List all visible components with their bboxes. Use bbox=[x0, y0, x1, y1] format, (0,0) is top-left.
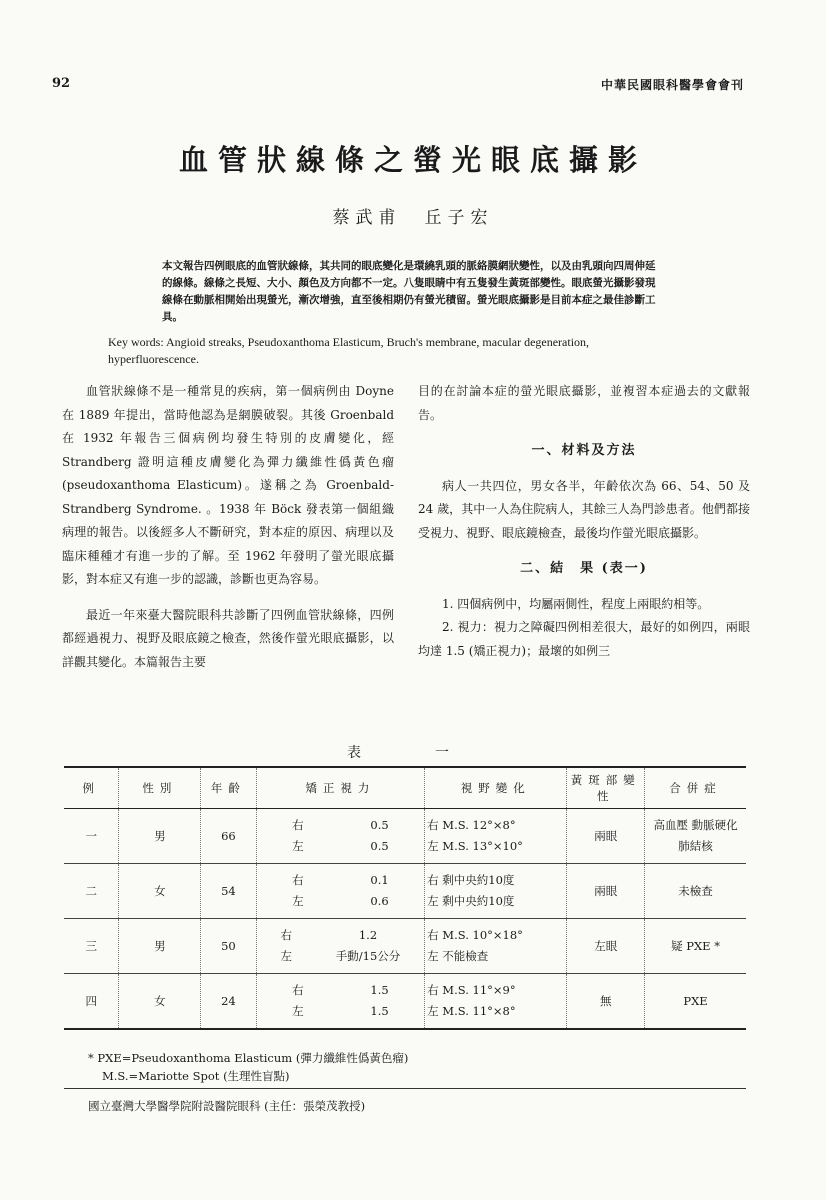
eye-label: 左 bbox=[292, 894, 304, 908]
clinical-table bbox=[64, 766, 746, 1030]
vision-value: 0.1 bbox=[370, 873, 389, 887]
field-cell bbox=[425, 864, 567, 919]
table-caption: 表 一 bbox=[347, 745, 479, 761]
sex-cell: 女 bbox=[119, 864, 201, 919]
right-paragraph-1: 目的在討論本症的螢光眼底攝影，並複習本症過去的文獻報告。 bbox=[418, 384, 750, 422]
section-heading-methods: 一、材料及方法 bbox=[531, 443, 637, 458]
field-cell bbox=[425, 974, 567, 1030]
complication-cell: PXE bbox=[645, 974, 746, 1030]
col-header-case: 例 bbox=[64, 767, 119, 809]
sex-cell: 男 bbox=[119, 809, 201, 864]
footnote-divider bbox=[64, 1088, 746, 1089]
macula-cell: 無 bbox=[567, 974, 645, 1030]
field-value: 左 M.S. 13°×10° bbox=[427, 839, 523, 853]
right-column bbox=[418, 380, 750, 663]
age-cell: 50 bbox=[201, 919, 256, 974]
case-cell: 四 bbox=[64, 974, 119, 1030]
table-row bbox=[64, 919, 746, 974]
col-header-field: 視野變化 bbox=[425, 767, 567, 809]
field-value: 右 M.S. 11°×9° bbox=[427, 983, 516, 997]
macula-cell: 兩眼 bbox=[567, 864, 645, 919]
field-cell bbox=[425, 919, 567, 974]
eye-label: 左 bbox=[292, 839, 304, 853]
article-title: 血管狀線條之螢光眼底攝影 bbox=[178, 143, 647, 177]
left-paragraph-1: 血管狀線條不是一種常見的疾病，第一個病例由 Doyne 在 1889 年提出，當時他認為是網膜破裂。其後 Groenbald 在 1932 年報告三個病例均發生特別的皮膚變化，經 Strandberg 證明這種皮膚變化為彈力纖維性僞黃色瘤 (pseudoxanthoma Elasticum)。遂稱之為 Groenbald-Strandberg Syndrome. 。1938 年 Böck 發表第一個組織病理的報告。以後經多人不斷研究，對本症的原因、病理以及臨床種種才有進一步的了解。至 1962 年發明了螢光眼底攝影，對本症又有進一步的認識，診斷也更為容易。 bbox=[62, 384, 394, 586]
age-cell: 66 bbox=[201, 809, 256, 864]
keywords: Key words: Angioid streaks, Pseudoxanthoma Elasticum, Bruch's membrane, macular degeneration, hyperfluorescence. bbox=[108, 335, 590, 366]
table-row bbox=[64, 864, 746, 919]
right-paragraph-2: 病人一共四位，男女各半，年齡依次為 66、54、50 及 24 歲，其中一人為住院病人，其餘三人為門診患者。他們都接受視力、視野、眼底鏡檢查，最後均作螢光眼底攝影。 bbox=[418, 478, 750, 540]
macula-cell: 左眼 bbox=[567, 919, 645, 974]
vision-value: 0.5 bbox=[370, 839, 389, 853]
vision-cell bbox=[256, 809, 424, 864]
eye-label: 右 bbox=[292, 983, 304, 997]
sex-cell: 男 bbox=[119, 919, 201, 974]
vision-value: 1.2 bbox=[358, 928, 378, 942]
complication-cell: 疑 PXE * bbox=[645, 919, 746, 974]
page-number: 92 bbox=[52, 76, 71, 91]
vision-cell bbox=[256, 974, 424, 1030]
col-header-macula: 黃斑部變性 bbox=[567, 767, 645, 809]
left-paragraph-2: 最近一年來臺大醫院眼科共診斷了四例血管狀線條，四例都經過視力、視野及眼底鏡之檢查，然後作螢光眼底攝影，以詳觀其變化。本篇報告主要 bbox=[62, 607, 394, 669]
complication-cell: 未檢查 bbox=[645, 864, 746, 919]
field-value: 左 M.S. 11°×8° bbox=[427, 1004, 516, 1018]
table-header-row bbox=[64, 767, 746, 809]
section-heading-results: 二、結 果 (表一) bbox=[520, 561, 648, 576]
case-cell: 二 bbox=[64, 864, 119, 919]
authors: 蔡武甫 丘子宏 bbox=[332, 208, 494, 228]
age-cell: 24 bbox=[201, 974, 256, 1030]
field-value: 右 M.S. 12°×8° bbox=[427, 818, 516, 832]
vision-value: 1.5 bbox=[370, 1004, 389, 1018]
affiliation-footnote: 國立臺灣大學醫學院附設醫院眼科 (主任：張榮茂教授) bbox=[88, 1099, 366, 1113]
table-note-ms: M.S.=Mariotte Spot (生理性盲點) bbox=[102, 1069, 290, 1083]
field-value: 左 剩中央約10度 bbox=[427, 894, 515, 908]
abstract: 本文報告四例眼底的血管狀線條，其共同的眼底變化是環繞乳頭的脈絡膜網狀變性，以及由乳頭向四周伸延的線條。線條之長短、大小、顏色及方向都不一定。八隻眼睛中有五隻發生黃斑部變性。眼底螢光攝影發現線條在動脈相開始出現螢光，漸次增強，直至後相期仍有螢光積留。螢光眼底攝影是目前本症之最佳診斷工具。 bbox=[162, 260, 656, 323]
field-value: 左 不能檢查 bbox=[427, 949, 489, 963]
eye-label: 右 bbox=[292, 873, 304, 887]
eye-label: 右 bbox=[280, 928, 293, 942]
col-header-complication: 合併症 bbox=[645, 767, 746, 809]
right-paragraph-3: 1. 四個病例中，均屬兩側性，程度上兩眼約相等。 bbox=[442, 596, 710, 611]
field-value: 右 剩中央約10度 bbox=[427, 873, 515, 887]
macula-cell: 兩眼 bbox=[567, 809, 645, 864]
table-row bbox=[64, 809, 746, 864]
case-cell: 一 bbox=[64, 809, 119, 864]
table-note-pxe: * PXE=Pseudoxanthoma Elasticum (彈力纖維性僞黃色瘤) bbox=[88, 1051, 409, 1065]
journal-name: 中華民國眼科醫學會會刊 bbox=[600, 78, 744, 92]
vision-cell bbox=[256, 864, 424, 919]
vision-value: 1.5 bbox=[370, 983, 389, 997]
vision-value: 0.5 bbox=[370, 818, 389, 832]
sex-cell: 女 bbox=[119, 974, 201, 1030]
eye-label: 左 bbox=[292, 1004, 304, 1018]
complication-cell: 高血壓 動脈硬化 肺結核 bbox=[645, 809, 746, 864]
col-header-age: 年齡 bbox=[201, 767, 256, 809]
table-row bbox=[64, 974, 746, 1030]
field-cell bbox=[425, 809, 567, 864]
col-header-sex: 性別 bbox=[119, 767, 201, 809]
eye-label: 右 bbox=[292, 818, 304, 832]
col-header-vision: 矯正視力 bbox=[256, 767, 424, 809]
left-column bbox=[62, 380, 394, 674]
field-value: 右 M.S. 10°×18° bbox=[427, 928, 523, 942]
age-cell: 54 bbox=[201, 864, 256, 919]
eye-label: 左 bbox=[280, 949, 293, 963]
vision-cell bbox=[256, 919, 424, 974]
vision-value: 手動/15公分 bbox=[335, 949, 401, 963]
vision-value: 0.6 bbox=[370, 894, 389, 908]
right-paragraph-4: 2. 視力：視力之障礙四例相差很大，最好的如例四，兩眼均達 1.5 (矯正視力)；最壞的如例三 bbox=[418, 620, 750, 658]
case-cell: 三 bbox=[64, 919, 119, 974]
